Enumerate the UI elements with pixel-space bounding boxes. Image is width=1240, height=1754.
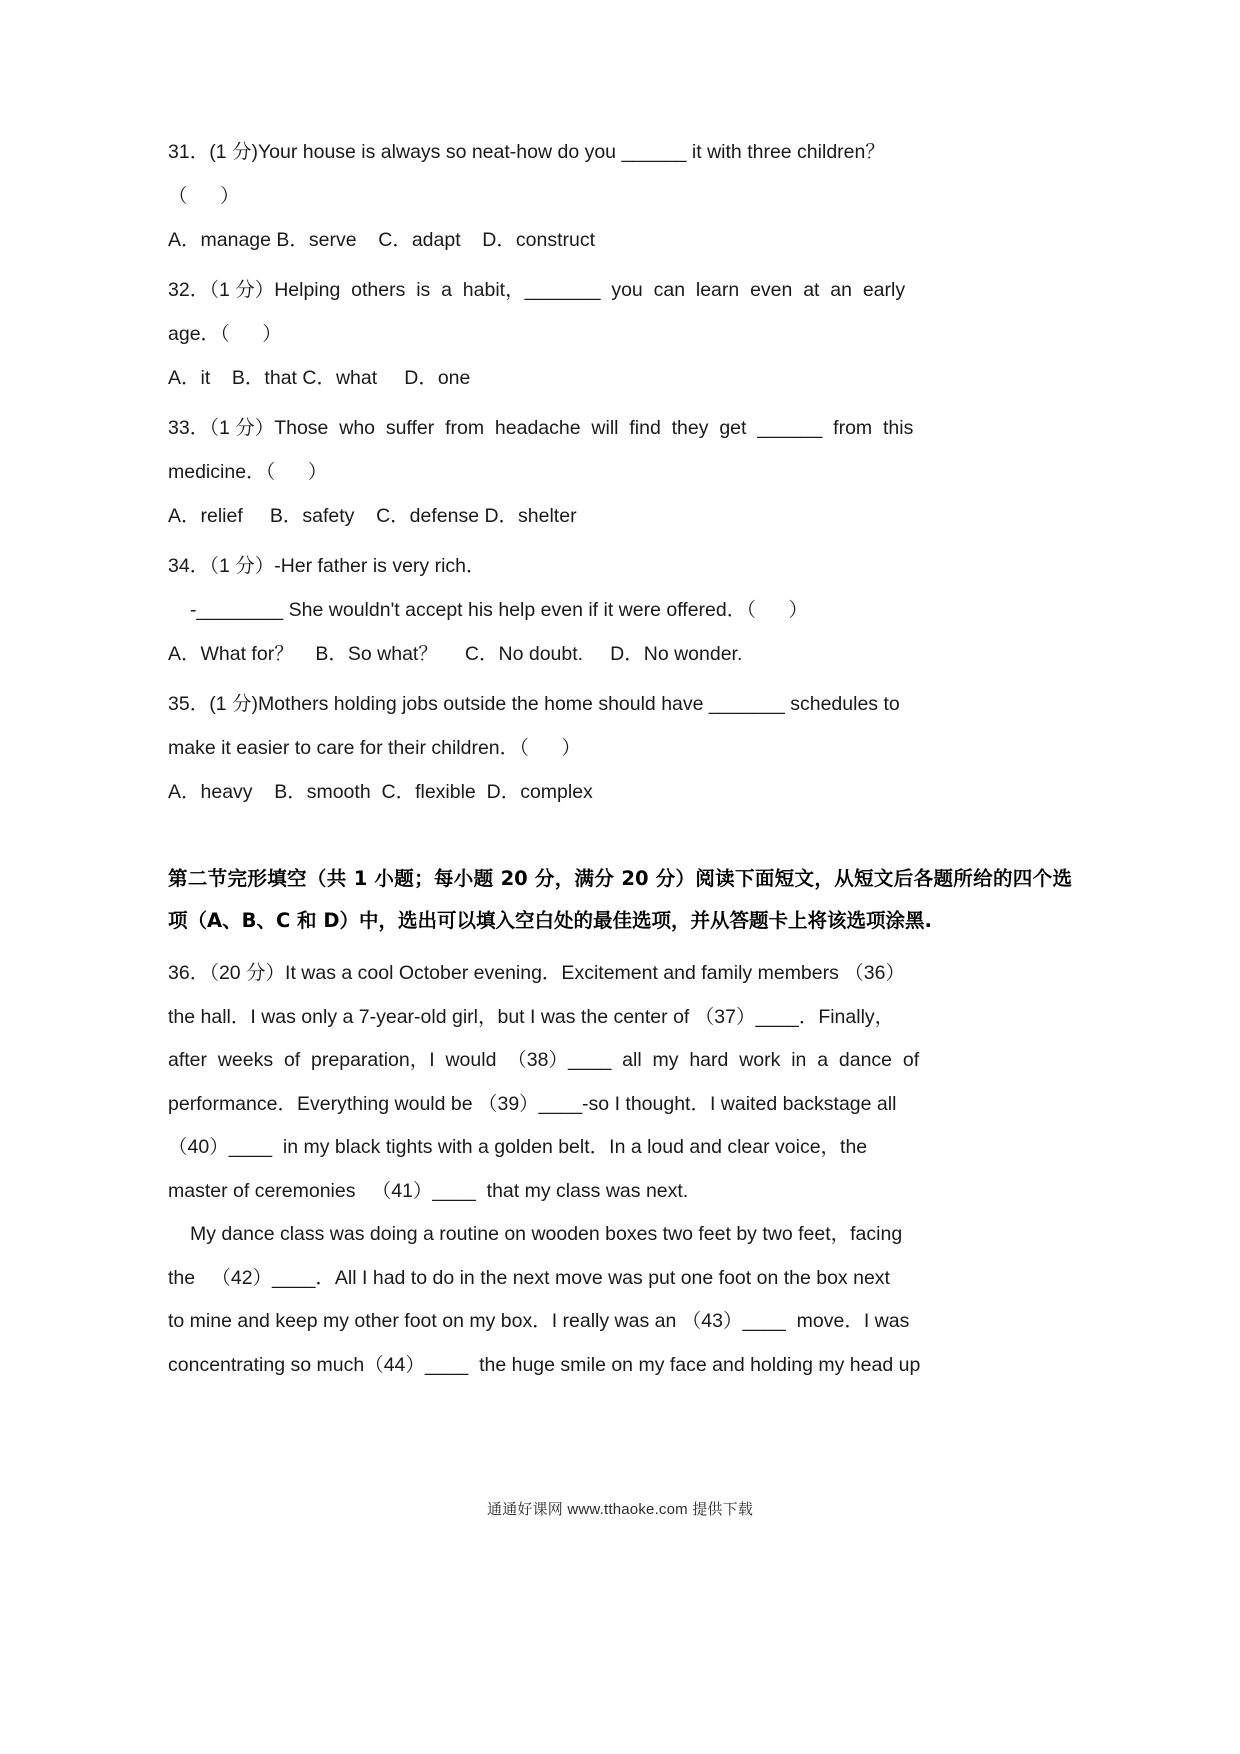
question-34 [168,544,1072,676]
cloze-passage [168,952,1072,1387]
cloze-line: My dance class was doing a routine on wooden boxes two feet by two feet，facing [190,1223,903,1245]
question-31-stem: 31．(1 分)Your house is always so neat‐how do you ______ it with three children？ [168,141,885,163]
question-33-options: A．relief B．safety C．defense D．shelter [168,505,577,527]
cloze-line: 36．（20 分）It was a cool October evening．Excitement and family members （36） [168,962,905,984]
section-heading: 第二节完形填空（共 1 小题；每小题 20 分，满分 20 分）阅读下面短文，从短文后各题所给的四个选项（A、B、C 和 D）中，选出可以填入空白处的最佳选项，并从答题卡上将该选项涂黑. [168,867,1072,932]
cloze-line: to mine and keep my other foot on my box．I really was an （43）____ move．I was [168,1310,910,1332]
question-32-options: A．it B．that C．what D．one [168,367,471,389]
question-33-stem: 33．（1 分）Those who suffer from headache will find they get ______ from this [168,417,914,439]
cloze-line: concentrating so much（44）____ the huge smile on my face and holding my head up [168,1353,921,1376]
question-32-stem: 32．（1 分）Helping others is a habit，_______ you can learn even at an early [168,279,906,301]
question-35-options: A．heavy B．smooth C．flexible D．complex [168,781,593,803]
page-footer [0,1498,1240,1519]
cloze-line: the hall．I was only a 7‐year‐old girl，but I was the center of （37）____．Finally， [168,1005,895,1028]
question-35-stem: 35．(1 分)Mothers holding jobs outside the home should have _______ schedules to [168,693,900,715]
footer-text: 通通好课网 www.tthaoke.com 提供下载 [486,1501,754,1518]
question-33-answer-blank: medicine．（ ） [168,461,328,483]
question-32-answer-blank: age．（ ） [168,323,282,345]
cloze-line: after weeks of preparation，I would （38）____ all my hard work in a dance of [168,1049,920,1071]
question-34-stem: 34．（1 分）‐Her father is very rich． [168,555,486,577]
question-35-answer-blank: make it easier to care for their children．（ ） [168,737,581,759]
question-32 [168,268,1072,400]
cloze-line: master of ceremonies （41）____ that my class was next. [168,1179,689,1202]
question-31-options: A．manage B．serve C．adapt D．construct [168,229,596,251]
question-35 [168,682,1072,814]
question-34-answer-blank: ‐________ She wouldn't accept his help even if it were offered．（ ） [190,599,808,621]
question-31 [168,130,1072,262]
question-34-options: A．What for？ B．So what？ C．No doubt. D．No wonder. [168,643,743,665]
cloze-line: （40）____ in my black tights with a golden belt．In a loud and clear voice，the [168,1136,868,1158]
question-33 [168,406,1072,538]
cloze-line: the （42）____．All I had to do in the next move was put one foot on the box next [168,1266,890,1289]
cloze-line: performance．Everything would be （39）____‐so I thought．I waited backstage all [168,1092,897,1115]
question-31-answer-blank: （ ） [168,185,240,207]
